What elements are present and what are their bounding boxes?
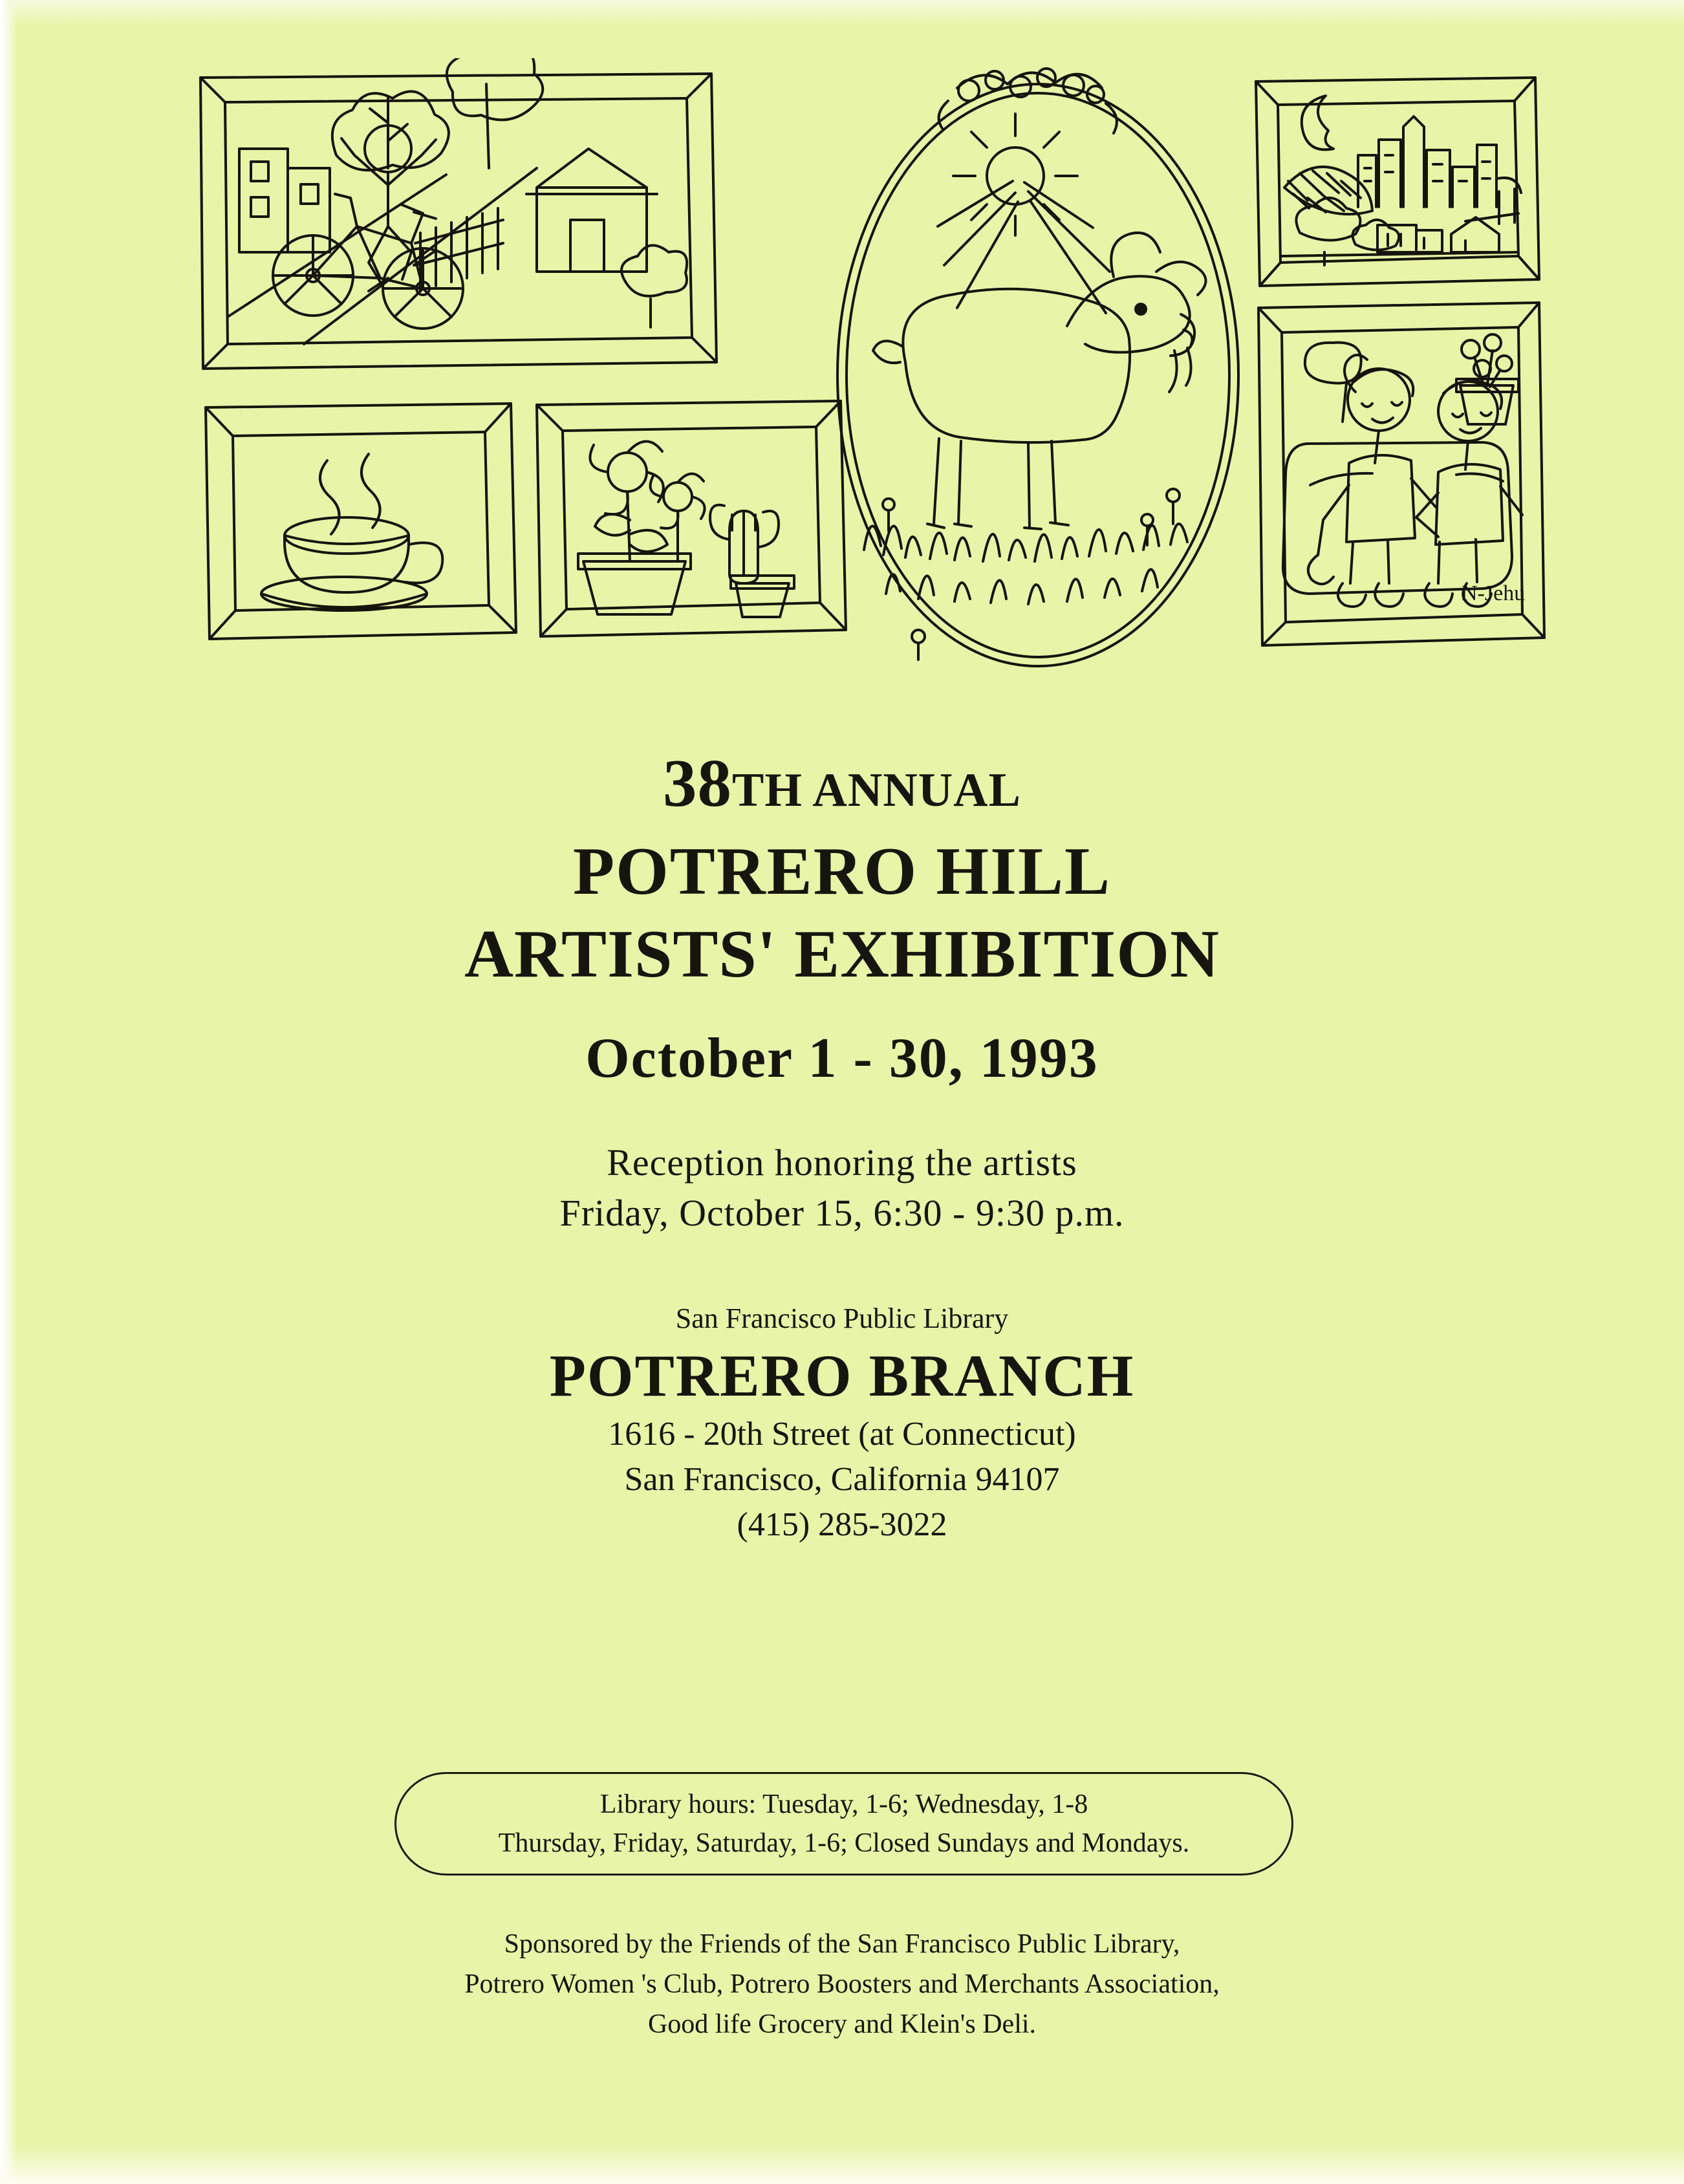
venue-phone: (415) 285-3022 [737,1506,947,1543]
page-title-line-3: ARTISTS' EXHIBITION [464,916,1220,991]
paper-edge-top [0,0,1684,26]
venue-city: San Francisco, California 94107 [624,1461,1060,1498]
library-hours-line-2: Thursday, Friday, Saturday, 1-6; Closed Sundays and Mondays. [498,1828,1190,1858]
page-title-line-2: POTRERO HILL [572,833,1112,909]
library-hours-line-1: Library hours: Tuesday, 1-6; Wednesday, 1-8 [599,1789,1088,1819]
sponsors-block [0,1924,1684,2044]
paper-edge-bottom [0,2145,1684,2184]
artwork-illustration [175,58,1546,679]
reception-line-1: Reception honoring the artists [607,1141,1077,1184]
reception-line-2: Friday, October 15, 6:30 - 9:30 p.m. [559,1192,1125,1234]
title-suffix: TH ANNUAL [732,764,1021,817]
page-title-line-1 [0,744,1684,830]
sponsors-line-3: Good life Grocery and Klein's Deli. [647,2009,1037,2039]
reception-info [0,1138,1684,1238]
poster-text-block [0,744,1684,1548]
artist-signature: N-Jehu [1462,581,1526,605]
exhibition-dates: October 1 - 30, 1993 [585,1027,1099,1090]
library-hours-box [394,1772,1293,1876]
sponsors-line-1: Sponsored by the Friends of the San Francisco Public Library, [504,1929,1180,1959]
panel-coffee-cup [206,404,516,639]
panel-goat-oval [837,69,1238,666]
venue-street: 1616 - 20th Street (at Connecticut) [608,1416,1076,1453]
panel-city-skyline-night [1256,78,1539,286]
venue-library-name: San Francisco Public Library [675,1303,1009,1334]
venue-branch-name: POTRERO BRANCH [549,1343,1135,1409]
title-number: 38 [663,745,733,821]
sponsors-line-2: Potrero Women 's Club, Potrero Boosters and Merchants Association, [464,1969,1220,1999]
panel-potted-plants [537,401,846,636]
panel-street-scene-with-bicycle [200,58,717,369]
venue-info [0,1301,1684,1548]
